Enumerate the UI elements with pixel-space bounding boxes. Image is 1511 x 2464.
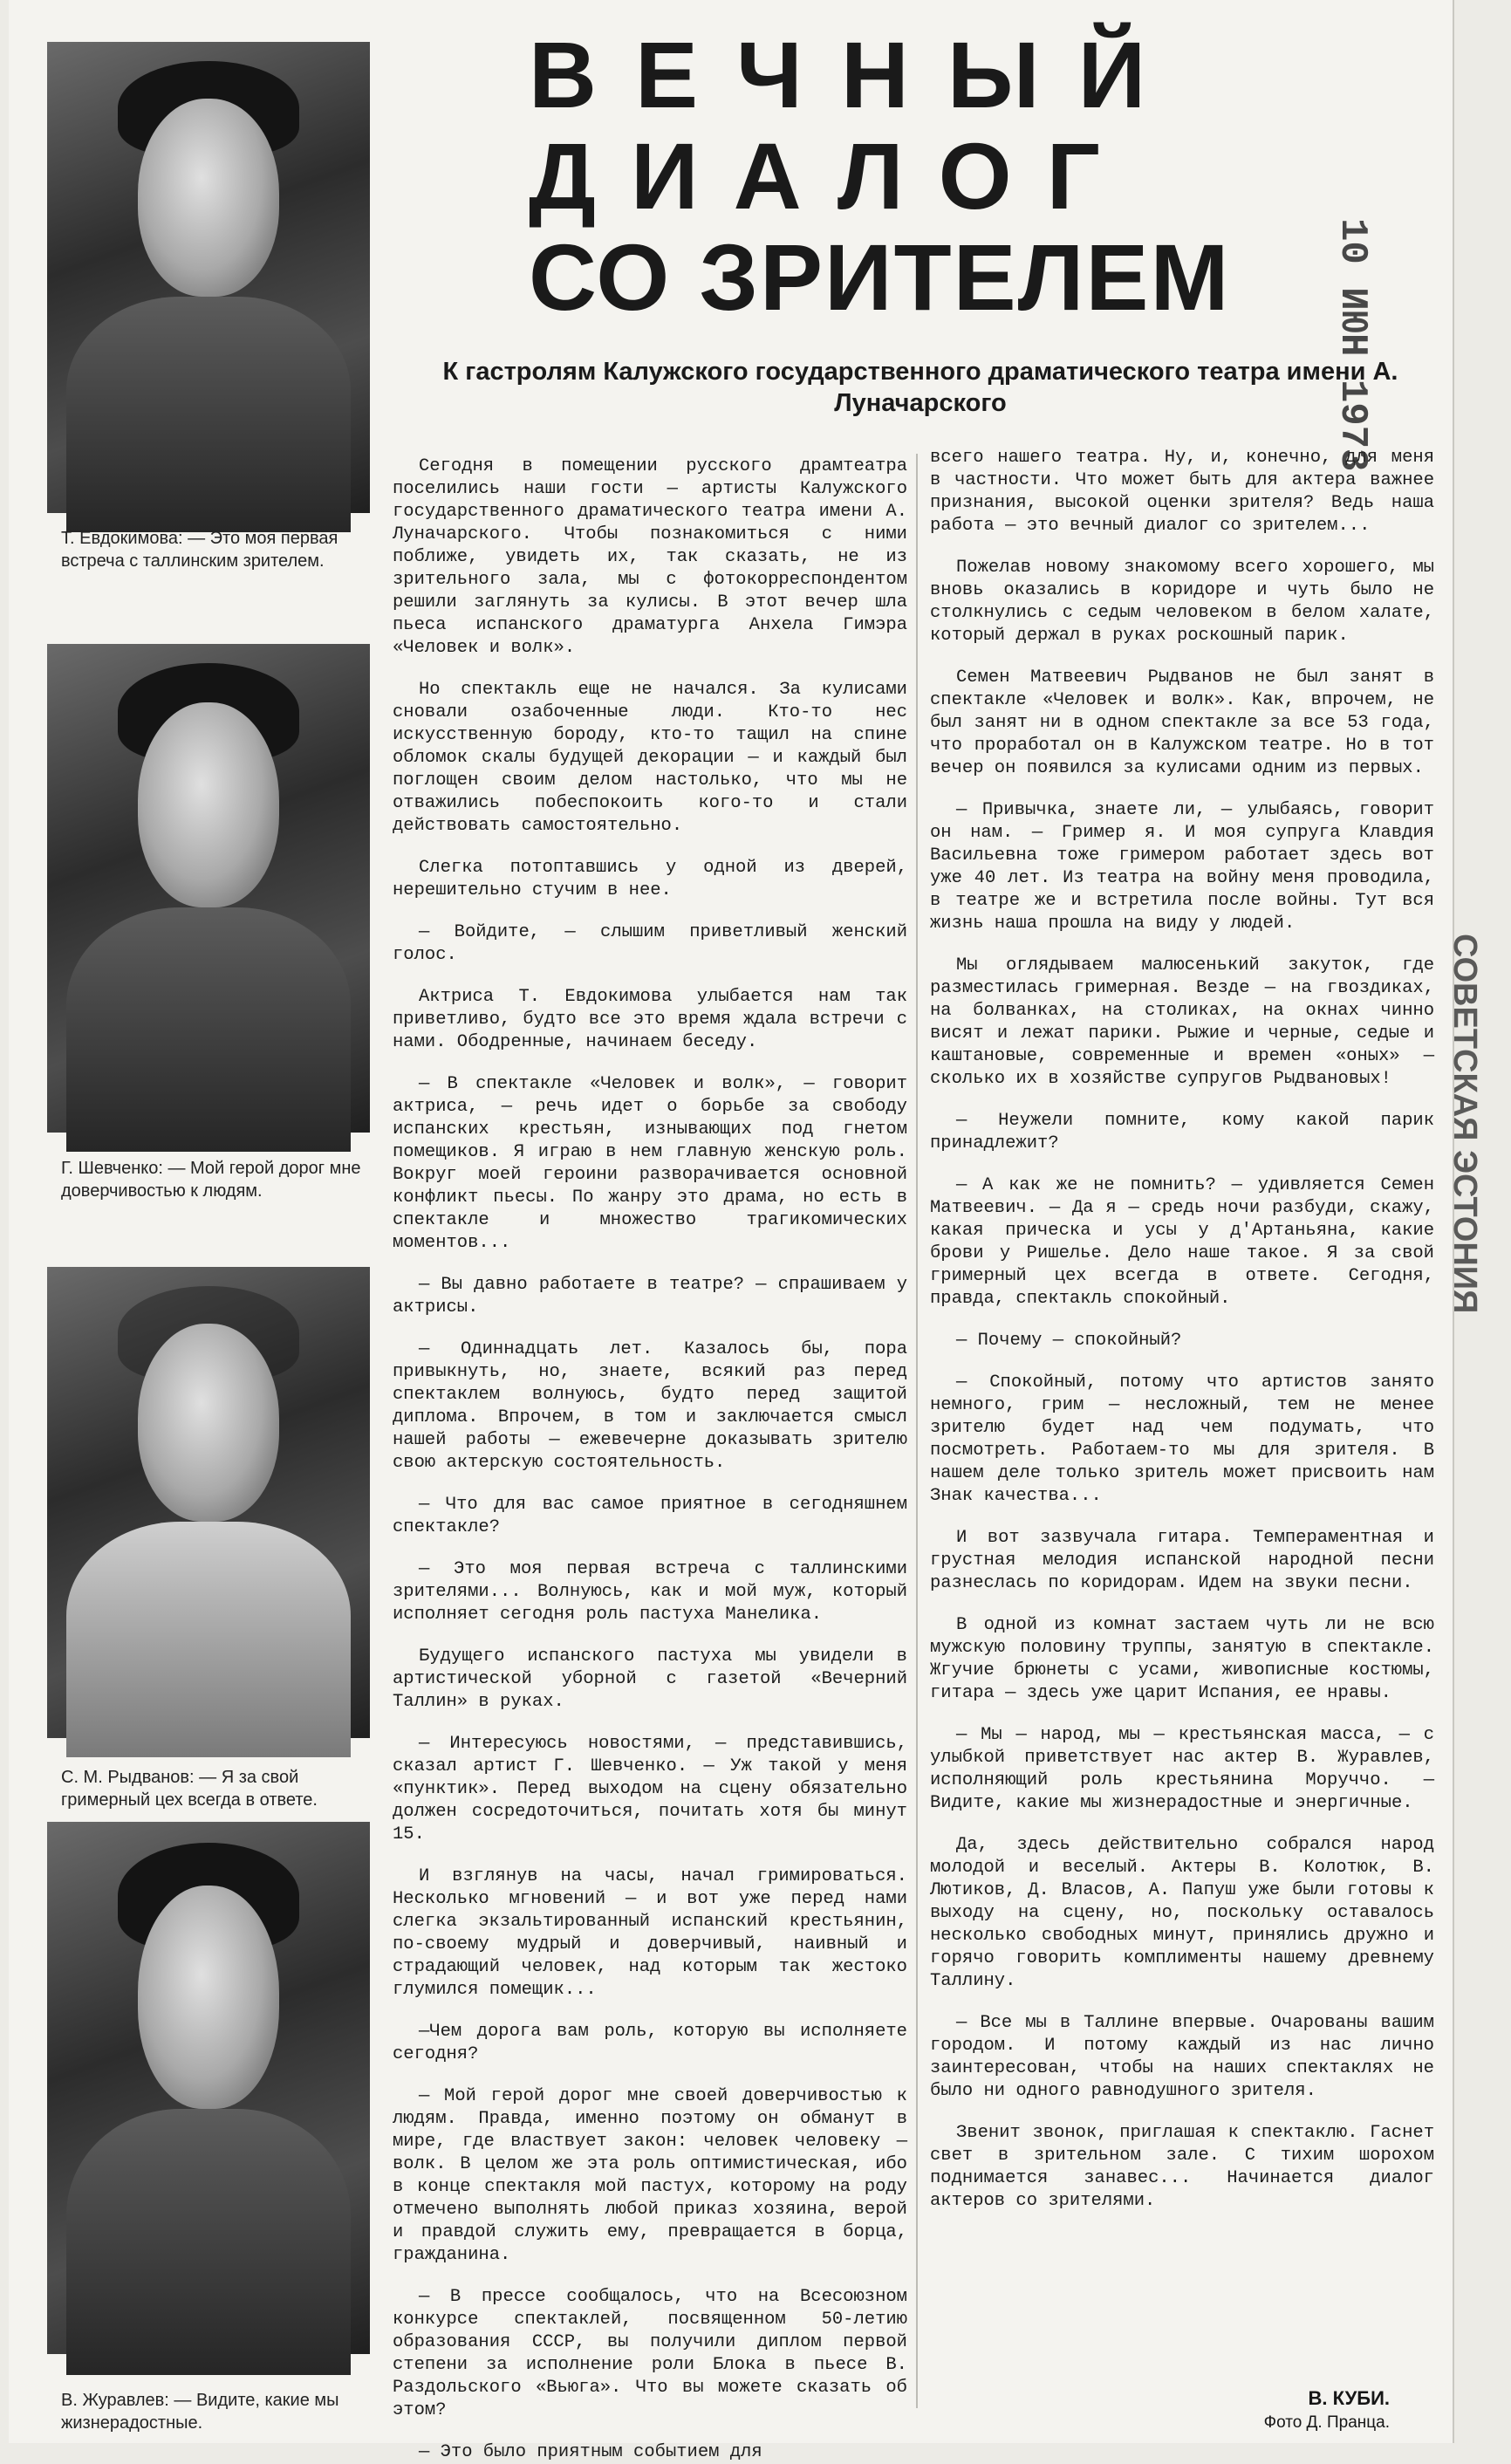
- article-paragraph: — В спектакле «Человек и волк», — говорит актриса, — речь идет о борьбе за свободу испанских крестьян, изнывающих под гнетом помещиков. Я играю в нем главную женскую роль. Вокруг моей героини разворачивается основной конфликт пьесы. По жанру это драма, но есть в спектакле и множество трагикомических моментов...: [393, 1074, 907, 1253]
- article-paragraph: всего нашего театра. Ну, и, конечно, для меня в частности. Что может быть для актера важнее признания, высокой оценки зрителя? Ведь наша работа — это вечный диалог со зрителем...: [930, 448, 1434, 536]
- headline-line-1: ВЕЧНЫЙ: [529, 22, 1185, 127]
- article-headline: [529, 24, 1340, 328]
- article-paragraph: — Привычка, знаете ли, — улыбаясь, говорит он нам. — Гример я. И моя супруга Клавдия Васильевна тоже гримером работает здесь вот уже 40 лет. Из театра на войну меня проводила, в театре же и встретила после войны. Тут вся жизнь наша прошла на виду у людей.: [930, 800, 1434, 934]
- caption-shevchenko: Г. Шевченко: — Мой герой дорог мне доверчивостью к людям.: [61, 1159, 361, 1201]
- article-paragraph: — Неужели помните, кому какой парик принадлежит?: [930, 1111, 1434, 1153]
- article-paragraph: — Интересуюсь новостями, — представившись, сказал артист Г. Шевченко. — Уж такой у меня «пунктик». Перед выходом на сцену обязательно должен сосредоточиться, почитать хотя бы минут 15.: [393, 1734, 907, 1845]
- headline-line-2: ДИАЛОГ: [529, 123, 1135, 229]
- article-column-2: [930, 447, 1434, 2401]
- article-paragraph: Семен Матвеевич Рыдванов не был занят в спектакле «Человек и волк». Как, впрочем, не был занят ни в одном спектакле за все 53 года, что проработал он в Калужском театре. Но в тот вечер он появился за кулисами одним из первых.: [930, 667, 1434, 778]
- article-paragraph: Мы оглядываем малюсенький закуток, где разместилась гримерная. Везде — на гвоздиках, на болванках, на столиках, на окнах чинно висят и лежат парики. Рыжие и черные, седые и каштановые, современные и времен «оных» — сколько их в хозяйстве супругов Рыдвановых!: [930, 955, 1434, 1089]
- article-paragraph: — Одиннадцать лет. Казалось бы, пора привыкнуть, но, знаете, всякий раз перед спектаклем волнуюсь, будто перед защитой диплома. Впрочем, в том и заключается смысл нашей работы — ежевечерне доказывать зрителю свою актерскую состоятельность.: [393, 1339, 907, 1473]
- column-divider: [916, 454, 918, 2408]
- date-stamp: 10 ИЮН 1973: [1330, 218, 1374, 472]
- newspaper-stamp: СОВЕТСКАЯ ЭСТОНИЯ: [1446, 934, 1483, 1314]
- article-paragraph: — Спокойный, потому что артистов занято немного, грим — несложный, тем не менее зрителю будет над чем подумать, что посмотреть. Работаем-то мы для зрителя. В нашем деле только зритель может присвоить нам Знак качества...: [930, 1372, 1434, 1506]
- photo-credit: Фото Д. Пранца.: [1263, 2413, 1390, 2432]
- article-paragraph: — Мы — народ, мы — крестьянская масса, — с улыбкой приветствует нас актер В. Журавлев, исполняющий роль крестьянина Моруччо. — Видите, какие мы жизнерадостные и энергичные.: [930, 1725, 1434, 1813]
- article-paragraph: — Это было приятным событием для: [419, 2442, 762, 2462]
- photo-shevchenko: [47, 644, 370, 1133]
- headline-line-3: СО ЗРИТЕЛЕМ: [529, 224, 1231, 330]
- article-column-1: [393, 455, 907, 2462]
- article-paragraph: И вот зазвучала гитара. Темпераментная и грустная мелодия испанской народной песни разнеслась по коридорам. Идем на звуки песни.: [930, 1528, 1434, 1593]
- caption-zhuravlev: В. Журавлев: — Видите, какие мы жизнерадостные.: [61, 2391, 339, 2433]
- photo-zhuravlev: [47, 1822, 370, 2354]
- article-paragraph: — Вы давно работаете в театре? — спрашиваем у актрисы.: [393, 1275, 907, 1318]
- article-paragraph: — Мой герой дорог мне своей доверчивостью к людям. Правда, именно поэтому он обманут в мире, где властвует закон: человек человеку — волк. В целом же эта роль оптимистическая, ибо в конце спектакля мой пастух, которому на роду отмечено выполнять любой приказ хозяина, верой и правдой служить ему, превращается в борца, гражданина.: [393, 2086, 907, 2265]
- newspaper-clipping: [9, 0, 1454, 2462]
- article-paragraph: Актриса Т. Евдокимова улыбается нам так приветливо, будто все это время ждала встречи с нами. Ободренные, начинаем беседу.: [393, 987, 907, 1052]
- article-paragraph: — Все мы в Таллине впервые. Очарованы вашим городом. И потому каждый из нас лично заинтересован, чтобы на наших спектаклях не было ни одного равнодушного зрителя.: [930, 2013, 1434, 2101]
- article-paragraph: — А как же не помнить? — удивляется Семен Матвеевич. — Да я — средь ночи разбуди, скажу, какая прическа и усы у д'Артаньяна, какие брови у Ришелье. Дело наше такое. Я за свой гримерный цех всегда в ответе. Сегодня, правда, спектакль спокойный.: [930, 1175, 1434, 1309]
- article-paragraph: Слегка потоптавшись у одной из дверей, нерешительно стучим в нее.: [393, 858, 907, 900]
- article-paragraph: — В прессе сообщалось, что на Всесоюзном конкурсе спектаклей, посвященном 50-летию образования СССР, вы получили диплом первой степени за исполнение роли Блока в пьесе В. Раздольского «Вьюга». Что вы можете сказать об этом?: [393, 2287, 907, 2420]
- author-signature: В. КУБИ.: [1308, 2387, 1390, 2409]
- article-subtitle: К гастролям Калужского государственного драматического театра имени А. Луначарского: [442, 358, 1398, 417]
- article-paragraph: Пожелав новому знакомому всего хорошего, мы вновь оказались в коридоре и чуть было не столкнулись с седым человеком в белом халате, который держал в руках роскошный парик.: [930, 558, 1434, 646]
- article-paragraph: Сегодня в помещении русского драмтеатра поселились наши гости — артисты Калужского государственного драматического театра имени А. Луначарского. Чтобы познакомиться с ними поближе, увидеть их, так сказать, не из зрительного зала, мы с фотокорреспондентом решили заглянуть за кулисы. В этот вечер шла пьеса испанского драматурга Анхела Гимэра «Человек и волк».: [393, 456, 907, 658]
- article-paragraph: В одной из комнат застаем чуть ли не всю мужскую половину труппы, занятую в спектакле. Жгучие брюнеты с усами, живописные костюмы, гитара — здесь уже царит Испания, ее нравы.: [930, 1615, 1434, 1703]
- caption-rydvanov: С. М. Рыдванов: — Я за свой гримерный цех всегда в ответе.: [61, 1768, 318, 1810]
- article-paragraph: — Это моя первая встреча с таллинскими зрителями... Волнуюсь, как и мой муж, который исполняет сегодня роль пастуха Манелика.: [393, 1559, 907, 1625]
- article-paragraph: Будущего испанского пастуха мы увидели в артистической уборной с газетой «Вечерний Таллин» в руках.: [393, 1646, 907, 1712]
- article-paragraph: — Войдите, — слышим приветливый женский голос.: [393, 922, 907, 965]
- article-paragraph: Да, здесь действительно собрался народ молодой и веселый. Актеры В. Колотюк, В. Лютиков, Д. Власов, А. Папуш уже были готовы к выходу на сцену, но, поскольку оставалось несколько свободных минут, принялись дружно и горячо говорить комплименты нашему древнему Таллину.: [930, 1835, 1434, 1991]
- article-paragraph: И взглянув на часы, начал гримироваться. Несколько мгновений — и вот уже перед нами слегка экзальтированный испанский крестьянин, по-своему мудрый и доверчивый, наивный и страдающий человек, над которым так жестоко глумился помещик...: [393, 1866, 907, 2000]
- article-paragraph: — Почему — спокойный?: [956, 1331, 1182, 1351]
- photo-evdokimova: [47, 42, 370, 513]
- article-paragraph: — Что для вас самое приятное в сегодняшнем спектакле?: [393, 1495, 907, 1537]
- article-paragraph: Звенит звонок, приглашая к спектаклю. Гаснет свет в зрительном зале. С тихим шорохом поднимается занавес... Начинается диалог актеров со зрителями.: [930, 2123, 1434, 2211]
- caption-evdokimova: Т. Евдокимова: — Это моя первая встреча с таллинским зрителем.: [61, 529, 338, 571]
- article-paragraph: Но спектакль еще не начался. За кулисами сновали озабоченные люди. Кто-то нес искусственную бороду, кто-то тащил на спине обломок скалы будущей декорации — и каждый был поглощен своим делом настолько, что мы не отважились побеспокоить кого-то и стали действовать самостоятельно.: [393, 680, 907, 836]
- photo-rydvanov: [47, 1267, 370, 1738]
- article-paragraph: —Чем дорога вам роль, которую вы исполняете сегодня?: [393, 2022, 907, 2064]
